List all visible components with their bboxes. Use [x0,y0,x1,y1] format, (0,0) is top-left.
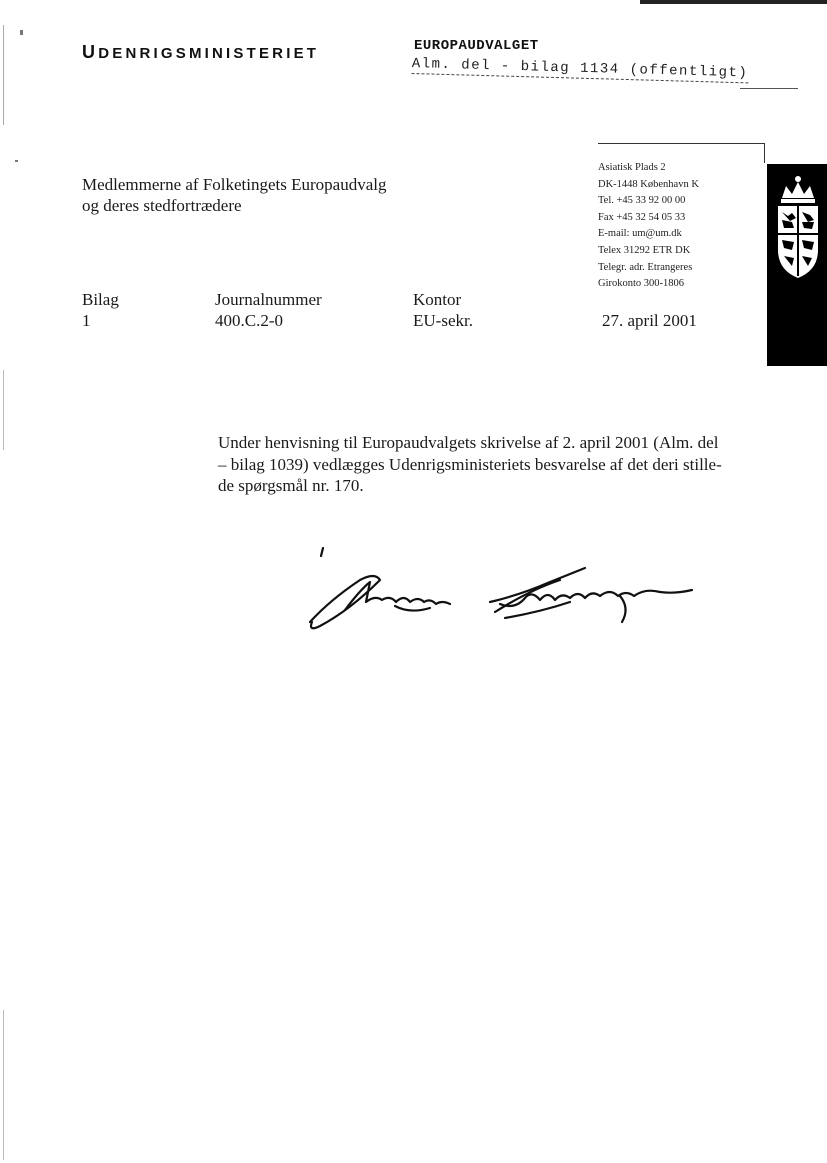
scan-mark [3,1010,4,1160]
body-line: – bilag 1039) vedlægges Udenrigsministeriets besvarelse af det deri stille- [218,454,722,474]
bilag-label: Bilag [82,290,119,309]
address-line: Telex 31292 ETR DK [598,244,691,256]
ministry-header: UDENRIGSMINISTERIET [82,42,320,62]
scan-edge [640,0,827,4]
stamp-underline [740,88,798,89]
address-line: Girokonto 300-1806 [598,278,685,290]
body-line: de spørgsmål nr. 170. [218,476,364,495]
address-line: Asiatisk Plads 2 [598,162,666,173]
recipient-line: Medlemmerne af Folketingets Europaudvalg [82,175,387,194]
kontor-label: Kontor [413,290,462,309]
address-block [598,160,699,293]
address-frame-side [764,143,765,163]
journal-value: 400.C.2-0 [215,311,283,330]
kontor-value: EU-sekr. [413,311,473,330]
royal-crest-icon [772,172,824,282]
scan-mark [20,30,23,35]
letter-date: 27. april 2001 [602,311,697,330]
scan-mark [3,25,4,125]
body-line: Under henvisning til Europaudvalgets skrivelse af 2. april 2001 (Alm. del [218,433,719,452]
handwritten-signature [300,540,700,635]
address-line: DK-1448 København K [598,178,699,190]
address-line: E-mail: um@um.dk [598,228,682,240]
letter-body [218,432,748,497]
stamp-reference: Alm. del - bilag 1134 (offentligt) [411,56,749,82]
address-line: Fax +45 32 54 05 33 [598,211,686,223]
address-line: Tel. +45 33 92 00 00 [598,195,686,207]
scan-mark [15,160,18,162]
scan-mark [3,370,4,450]
recipient-line: og deres stedfortrædere [82,196,242,215]
address-frame-top [598,143,764,144]
journal-label: Journalnummer [215,290,322,309]
address-line: Telegr. adr. Etrangeres [598,261,693,273]
bilag-value: 1 [82,311,91,330]
stamp-title: EUROPAUDVALGET [414,38,539,54]
recipient-block [82,174,387,216]
